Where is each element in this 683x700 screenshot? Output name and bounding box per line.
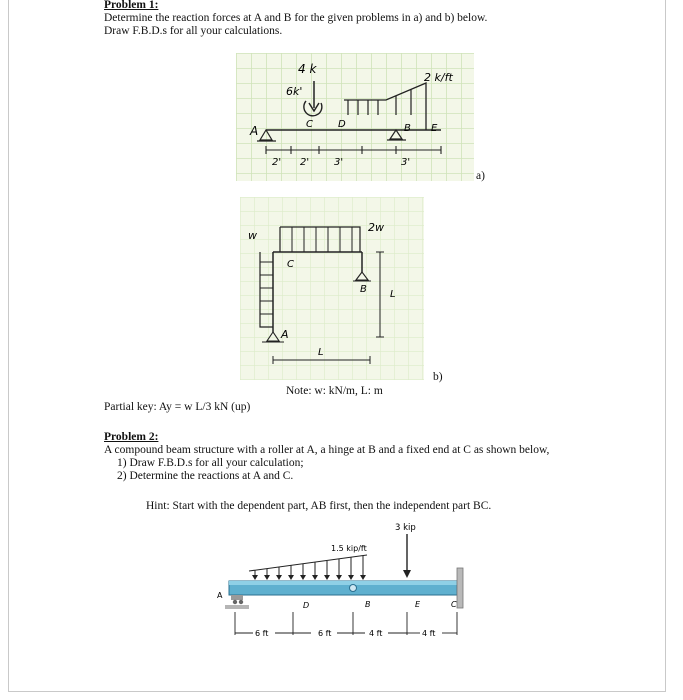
figure-compound-beam bbox=[205, 518, 473, 648]
fig-a-dim-1: 2' bbox=[272, 157, 282, 168]
figure-a-label: a) bbox=[476, 170, 485, 182]
p2-dim-3: 4 ft bbox=[369, 629, 383, 638]
problem1-title: Problem 1: bbox=[104, 0, 159, 11]
fig-a-point-E: E bbox=[431, 123, 438, 134]
fig-a-dim-4: 3' bbox=[401, 157, 411, 168]
fig-a-point-C: C bbox=[306, 119, 313, 130]
problem2-item-2: 2) Determine the reactions at A and C. bbox=[117, 470, 294, 482]
fig-a-point-A: A bbox=[250, 124, 259, 138]
fig-a-dist-load: 2 k/ft bbox=[424, 71, 453, 84]
fig-b-dim-right: L bbox=[390, 289, 396, 300]
fig-b-w-top: 2w bbox=[368, 221, 384, 234]
p2-point-B: B bbox=[365, 600, 371, 609]
p2-point-load-label: 3 kip bbox=[395, 523, 416, 533]
figure-a-drawing bbox=[236, 53, 474, 181]
p2-point-A: A bbox=[217, 591, 223, 600]
fig-b-point-C: C bbox=[287, 259, 294, 270]
problem1-partial-key: Partial key: Ay = w L/3 kN (up) bbox=[104, 401, 251, 413]
p2-point-C: C bbox=[451, 600, 457, 609]
p2-point-E: E bbox=[415, 600, 421, 609]
fig-b-dim-bottom: L bbox=[318, 347, 324, 358]
p2-dist-load-label: 1.5 kip/ft bbox=[331, 544, 367, 553]
figure-b-label: b) bbox=[433, 371, 443, 383]
p2-point-D: D bbox=[303, 601, 310, 610]
problem2-title: Problem 2: bbox=[104, 431, 159, 443]
fig-a-point-D: D bbox=[338, 119, 346, 130]
problem1-line1: Determine the reaction forces at A and B for the given problems in a) and b) below. bbox=[104, 12, 488, 24]
p2-dim-2: 6 ft bbox=[318, 629, 332, 638]
fig-a-point-B: B bbox=[404, 123, 411, 134]
problem2-item-1: 1) Draw F.B.D.s for all your calculation; bbox=[117, 457, 304, 469]
fig-a-moment: 6k' bbox=[286, 85, 303, 98]
figure-b-drawing bbox=[240, 197, 424, 380]
fig-b-w-left: w bbox=[248, 229, 257, 242]
problem2-intro: A compound beam structure with a roller at A, a hinge at B and a fixed end at C as shown below, bbox=[104, 444, 550, 456]
p2-dim-4: 4 ft bbox=[422, 629, 436, 638]
figure-b bbox=[240, 197, 424, 380]
problem1-line2: Draw F.B.D.s for all your calculations. bbox=[104, 25, 283, 37]
p2-dim-1: 6 ft bbox=[255, 629, 269, 638]
fig-a-point-load: 4 k bbox=[298, 62, 317, 76]
problem2-hint: Hint: Start with the dependent part, AB first, then the independent part BC. bbox=[146, 500, 492, 512]
compound-beam-drawing bbox=[205, 518, 473, 648]
fig-a-dim-3: 3' bbox=[334, 157, 344, 168]
problem1-note: Note: w: kN/m, L: m bbox=[286, 385, 383, 397]
fig-b-point-B: B bbox=[360, 284, 367, 295]
fig-a-dim-2: 2' bbox=[300, 157, 310, 168]
figure-a bbox=[236, 53, 474, 181]
fig-b-point-A: A bbox=[281, 328, 289, 341]
